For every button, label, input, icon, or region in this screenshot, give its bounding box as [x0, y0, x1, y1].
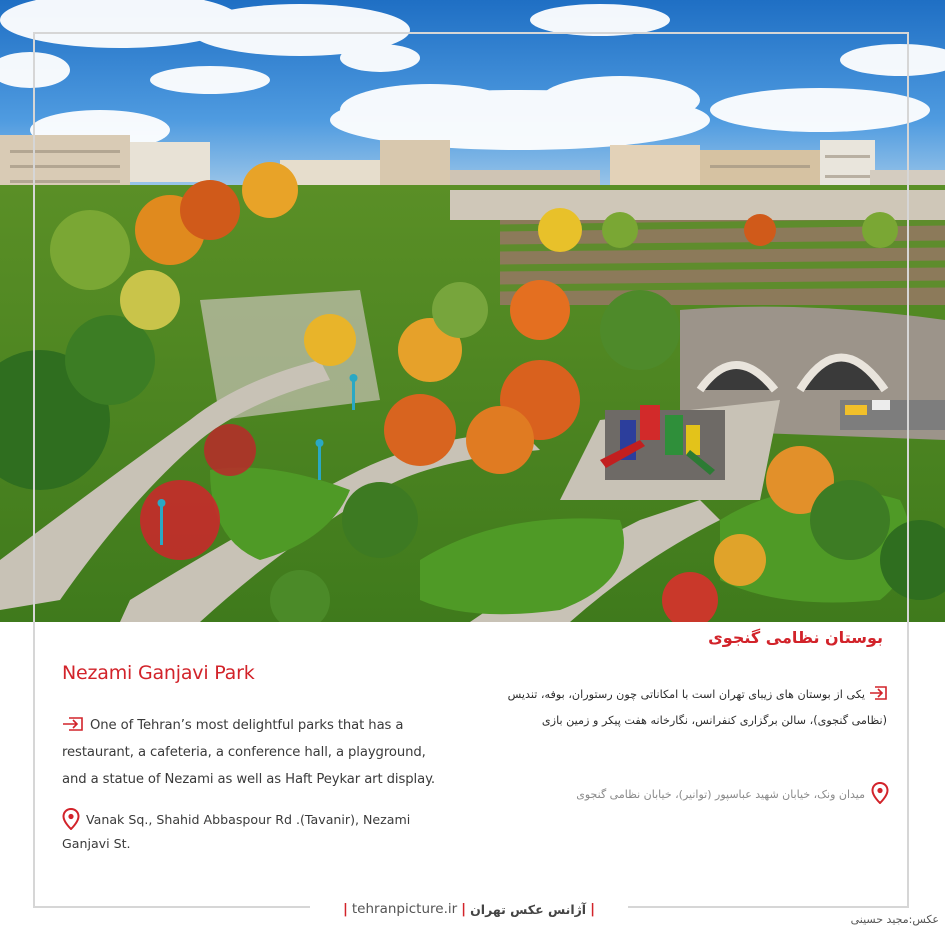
footer-separator: | — [342, 901, 348, 917]
footer-agency-name: آژانس عکس تهران — [470, 901, 587, 917]
persian-address-block — [489, 782, 889, 807]
persian-description-block — [487, 682, 887, 734]
photo-credit: عکس:مجید حسینی — [850, 913, 939, 926]
english-description-block — [62, 712, 447, 793]
english-title: Nezami Ganjavi Park — [62, 662, 255, 684]
arrow-in-icon — [62, 714, 84, 728]
persian-title: بوستان نظامی گنجوی — [708, 628, 883, 647]
english-description: One of Tehran’s most delightful parks that has a restaurant, a cafeteria, a conference hall, a playground, and a statue of Nezami as well as Haft Peykar art display. — [62, 718, 435, 787]
english-address-block — [62, 808, 442, 856]
persian-description: یکی از بوستان های زیبای تهران است با امکاناتی چون رستوران، بوفه، تندیس (نظامی گنجوی)، سالن برگزاری کنفرانس، نگارخانه هفت پیکر و زمین بازی — [507, 688, 887, 727]
footer-separator: | — [461, 901, 467, 917]
footer-separator: | — [590, 901, 596, 917]
footer-website[interactable]: tehranpicture.ir — [351, 901, 458, 917]
arrow-in-icon — [869, 684, 887, 698]
location-pin-icon — [62, 808, 80, 830]
english-address: Vanak Sq., Shahid Abbaspour Rd .(Tavanir), Nezami Ganjavi St. — [62, 812, 411, 851]
persian-address: میدان ونک، خیابان شهید عباسپور (توانیر)، خیابان نظامی گنجوی — [576, 788, 865, 801]
location-pin-icon — [871, 782, 889, 804]
footer-branding — [310, 896, 628, 922]
